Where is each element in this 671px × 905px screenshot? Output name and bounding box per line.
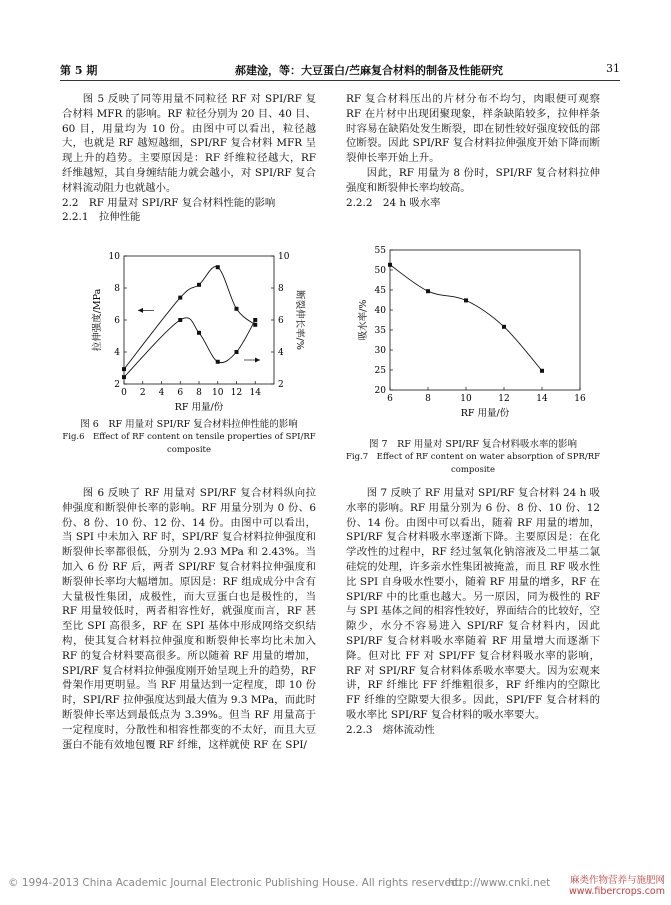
- data-point: [122, 367, 126, 371]
- page-number: 31: [606, 62, 620, 75]
- y-tick-label: 55: [374, 246, 386, 256]
- fig7-chart: [356, 246, 596, 422]
- x-tick-label: 2: [139, 388, 146, 398]
- data-point: [235, 307, 239, 311]
- x-tick-label: 12: [230, 388, 243, 398]
- y-axis-label: 拉伸强度/MPa: [92, 288, 103, 352]
- copyright-text: © 1994-2013 China Academic Journal Electronic Publishing House. All rights reserved.: [8, 877, 461, 889]
- data-point: [540, 369, 544, 373]
- paragraph: 因此，RF 用量为 8 份时，SPI/RF 复合材料拉伸强度和断裂伸长率均较高。: [346, 166, 600, 194]
- x-tick-label: 10: [460, 394, 472, 404]
- fig6-caption: [62, 418, 316, 457]
- subsection-heading: 2.2.1 拉伸性能: [62, 211, 141, 224]
- left-column-top: [62, 92, 316, 225]
- y2-tick-label: 6: [278, 316, 284, 326]
- data-point: [178, 296, 182, 300]
- right-column-top: [346, 92, 600, 210]
- paragraph: 图 7 反映了 RF 用量对 SPI/RF 复合材料 24 h 吸水率的影响。RF 用量分别为 6 份、8 份、10 份、12 份、14 份。由图中可以看出，随着 RF 用量的增加，SPI/RF 复合材料吸水率逐渐下降。主要原因是：在化学改性的过程中，RF 经过氢氧化钠溶液及二甲基二氯硅烷的处理，许多亲水性集团被掩盖，而且 RF 吸水性比 SPI 自身吸水性要小，随着 RF 用量的增多，RF 在 SPI/RF 中的比重也越大。另一原因，同为极性的 RF 与 SPI 基体之间的相容性较好，界面结合的比较好，空隙少，水分不容易进入 SPI/RF 复合材料内，因此 SPI/RF 复合材料吸水率随着 RF 用量增大而逐渐下降。但对比 FF 对 SPI/FF 复合材料吸水率的影响，RF 对 SPI/RF 复合材料体系吸水率要大。因为宏观来讲，RF 纤维比 FF 纤维粗很多，RF 纤维内的空隙比 FF 纤维的空隙要大很多。因此，SPI/FF 复合材料的吸水率比 SPI/RF 复合材料的吸水率要大。: [346, 487, 600, 721]
- y-tick-label: 25: [374, 366, 386, 376]
- data-point: [216, 360, 220, 364]
- paragraph: 图 5 反映了同等用量不同粒径 RF 对 SPI/RF 复合材料 MFR 的影响。RF 粒径分别为 20 目、40 目、60 目，用量均为 10 份。由图中可以看出，粒径越大，也就是 RF 越短越细，SPI/RF 复合材料 MFR 呈现上升的趋势。主要原因是：RF 纤维粒径越大，RF 纤维越短，其自身缠结能力就会越小，对 SPI/RF 复合材料流动阻力也就越小。: [62, 93, 316, 194]
- section-heading: 2.2 RF 用量对 SPI/RF 复合材料性能的影响: [62, 196, 276, 209]
- subsection-heading: 2.2.2 24 h 吸水率: [346, 196, 441, 209]
- x-tick-label: 10: [212, 388, 224, 398]
- y-tick-label: 2: [114, 380, 120, 390]
- data-point: [464, 298, 468, 302]
- x-axis-label: RF 用量/份: [174, 402, 224, 413]
- y-tick-label: 35: [374, 326, 386, 336]
- fig7-caption-cn: 图 7 RF 用量对 SPI/RF 复合材料吸水率的影响: [369, 439, 577, 450]
- data-point: [216, 265, 220, 269]
- y-tick-label: 20: [374, 386, 386, 396]
- right-axis-arrowhead: [255, 358, 260, 363]
- plot-frame: [390, 250, 580, 390]
- subsection-heading: 2.2.3 熔体流动性: [346, 723, 435, 736]
- right-column-bottom: [346, 486, 600, 738]
- y-axis-label: 吸水率/%: [358, 299, 369, 341]
- copyright-footer: [8, 877, 551, 889]
- x-axis-label: RF 用量/份: [460, 408, 510, 419]
- page-header: [60, 62, 620, 78]
- y-tick-label: 6: [114, 316, 120, 326]
- header-rule: [60, 80, 620, 81]
- x-tick-label: 12: [498, 394, 510, 404]
- plot-frame: [124, 256, 274, 384]
- y2-tick-label: 4: [278, 348, 284, 358]
- y2-tick-label: 2: [278, 380, 284, 390]
- y-tick-label: 4: [114, 348, 120, 358]
- x-tick-label: 14: [536, 394, 548, 404]
- y-tick-label: 40: [374, 306, 386, 316]
- data-point: [178, 318, 182, 322]
- x-tick-label: 0: [121, 388, 127, 398]
- y2-tick-label: 8: [278, 284, 284, 294]
- cnki-link[interactable]: http://www.cnki.net: [448, 877, 551, 889]
- data-point: [388, 263, 392, 267]
- left-column-bottom: [62, 486, 316, 752]
- paragraph: RF 复合材料压出的片材分布不均匀，肉眼便可观察 RF 在片材中出现团聚现象，样条缺陷较多，拉伸样条时容易在缺陷处发生断裂，即在韧性较好强度较低的部位断裂。因此 SPI/RF 复合材料拉伸强度开始下降而断裂伸长率开始上升。: [346, 93, 600, 165]
- fig7-caption-en: Fig.7 Effect of RF content on water absorption of SPR/RF composite: [346, 452, 601, 475]
- y-tick-label: 10: [108, 252, 120, 262]
- data-point: [197, 283, 201, 287]
- x-tick-label: 8: [425, 394, 431, 404]
- x-tick-label: 4: [158, 388, 165, 398]
- running-title: 郝建淦，等：大豆蛋白/苎麻复合材料的制备及性能研究: [235, 64, 504, 77]
- y2-tick-label: 10: [278, 252, 290, 262]
- series-line: [390, 265, 542, 371]
- x-tick-label: 8: [196, 388, 202, 398]
- fig7-caption: [346, 438, 600, 477]
- data-point: [502, 325, 506, 329]
- data-point: [235, 350, 239, 354]
- data-point: [122, 375, 126, 379]
- y-tick-label: 45: [374, 286, 386, 296]
- data-point: [197, 331, 201, 335]
- paragraph: 图 6 反映了 RF 用量对 SPI/RF 复合材料纵向拉伸强度和断裂伸长率的影响。RF 用量分别为 0 份、6 份、8 份、10 份、12 份、14 份。由图中可以看出，当 SPI 中未加入 RF 时，SPI/RF 复合材料拉伸强度和断裂伸长率都很低，分别为 2.93 MPa 和 2.43%。当加入 6 份 RF 后，两者 SPI/RF 复合材料拉伸强度和断裂伸长率均大幅增加。原因是：RF 组成成分中含有大量极性集团，成极性，而大豆蛋白也是极性的，当 RF 用量较低时，两者相容性好，就强度而言，RF 甚至比 SPI 高很多，RF 在 SPI 基体中形成网络交织结构，使其复合材料拉伸强度和断裂伸长率均比未加入 RF 的复合材料要高很多。所以随着 RF 用量的增加，SPI/RF 复合材料拉伸强度刚开始呈现上升的趋势，RF 骨架作用更明显。当 RF 用量达到一定程度，即 10 份时，SPI/RF 拉伸强度达到最大值为 9.3 MPa，而此时断裂伸长率达到最低点为 3.39%。但当 RF 用量高于一定程度时，分散性和相容性都变的不太好，而且大豆蛋白不能有效地包覆 RF 纤维，这样就使 RF 在 SPI/: [62, 487, 316, 751]
- series-line: [124, 318, 255, 377]
- watermark-cn: 麻类作物营养与施肥网: [569, 875, 665, 886]
- fig6-caption-en: Fig.6 Effect of RF content on tensile properties of SPI/RF composite: [62, 432, 316, 455]
- y-tick-label: 50: [374, 266, 386, 276]
- x-tick-label: 16: [574, 394, 586, 404]
- y2-axis-label: 断裂伸长率/%: [294, 290, 305, 350]
- left-axis-arrowhead: [138, 308, 143, 313]
- x-tick-label: 6: [387, 394, 393, 404]
- watermark-en: www.fibercrops.com: [568, 886, 665, 897]
- fig6-chart: [86, 246, 306, 416]
- issue-label: 第 5 期: [60, 64, 98, 77]
- y-tick-label: 30: [374, 346, 386, 356]
- data-point: [253, 318, 257, 322]
- x-tick-label: 14: [249, 388, 261, 398]
- x-tick-label: 6: [177, 388, 184, 398]
- fig6-caption-cn: 图 6 RF 用量对 SPI/RF 复合材料拉伸性能的影响: [80, 419, 298, 430]
- y-tick-label: 8: [114, 284, 120, 294]
- data-point: [426, 289, 430, 293]
